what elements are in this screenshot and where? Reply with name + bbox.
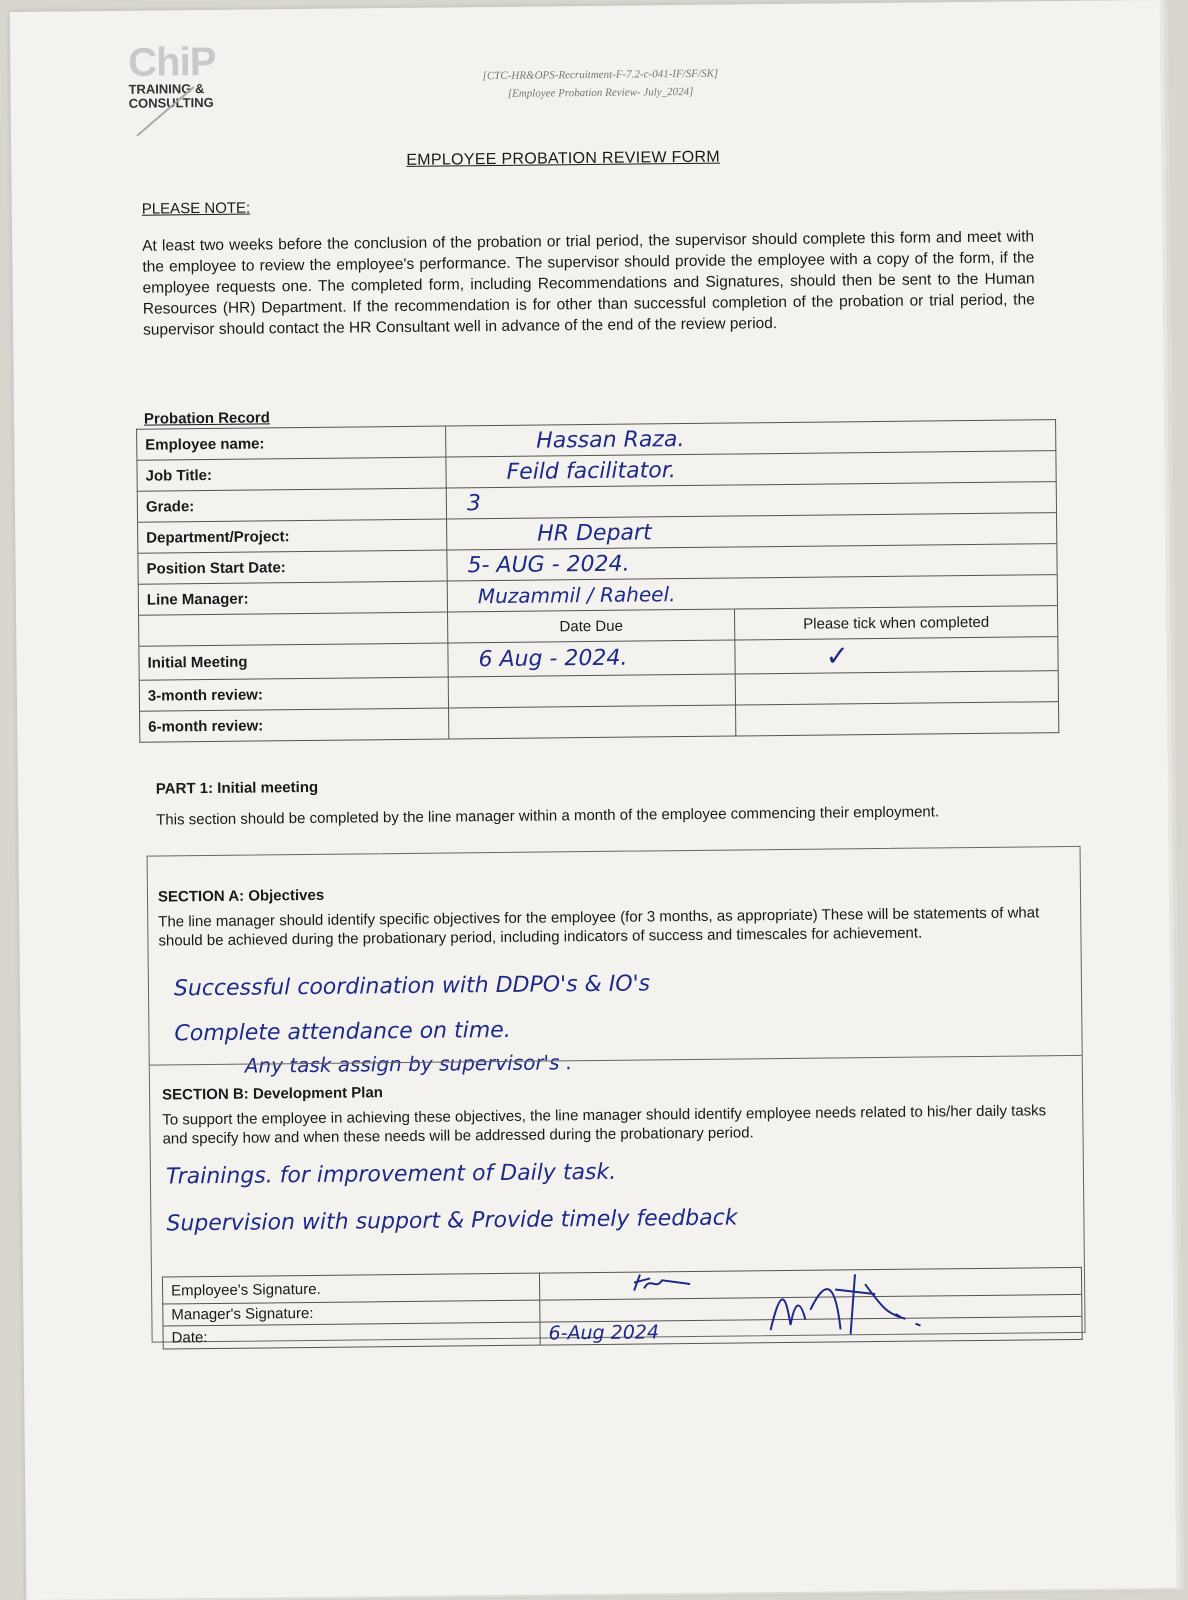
development-1[interactable]: Trainings. for improvement of Daily task.: [165, 1159, 617, 1190]
date-label: Date:: [163, 1322, 540, 1349]
document-reference: [410, 64, 790, 104]
line-manager-value[interactable]: Muzammil / Raheel.: [477, 582, 676, 609]
logo-chip: ChiP: [128, 39, 216, 85]
job-title-value[interactable]: Feild facilitator.: [506, 457, 676, 485]
department-label: Department/Project:: [138, 519, 447, 553]
form-title: EMPLOYEE PROBATION REVIEW FORM: [406, 148, 721, 169]
part1-heading: PART 1: Initial meeting: [155, 778, 319, 798]
job-title-label: Job Title:: [137, 457, 446, 491]
start-date-label: Position Start Date:: [138, 550, 447, 584]
initial-meeting-label: Initial Meeting: [139, 643, 448, 680]
section-b-text: To support the employee in achieving these objectives, the line manager should identify employee needs related to his/her daily tasks and specify how and when these needs will be addressed during the probationary period.: [162, 1102, 1047, 1148]
part1-box: [147, 846, 1086, 1346]
company-logo: [128, 39, 229, 163]
start-date-value[interactable]: 5- AUG - 2024.: [467, 551, 630, 578]
logo-line1: TRAINING &: [128, 81, 205, 97]
six-month-review-tick[interactable]: [736, 702, 1059, 736]
initial-meeting-tick[interactable]: ✓: [825, 639, 850, 673]
ref-line1: [CTC-HR&OPS-Recruitment-F-7.2-c-041-IF/SF/SK]: [482, 67, 719, 83]
tick-header: Please tick when completed: [735, 606, 1058, 640]
department-value[interactable]: HR Depart: [537, 519, 652, 547]
manager-signature-label: Manager's Signature:: [163, 1300, 540, 1326]
three-month-review-date[interactable]: [448, 674, 735, 708]
development-2[interactable]: Supervision with support & Provide timely feedback: [166, 1205, 738, 1237]
logo-line2: CONSULTING: [128, 94, 214, 111]
part1-text: This section should be completed by the line manager within a month of the employee commencing their employment.: [156, 803, 940, 829]
signature-table: [162, 1267, 1083, 1350]
employee-signature[interactable]: [630, 1272, 700, 1295]
date-due-header: Date Due: [448, 609, 735, 643]
probation-record-table: [136, 419, 1059, 743]
line-manager-label: Line Manager:: [138, 581, 447, 615]
manager-signature[interactable]: [765, 1268, 936, 1340]
six-month-review-label: 6-month review:: [140, 708, 449, 742]
six-month-review-date[interactable]: [449, 705, 736, 739]
three-month-review-label: 3-month review:: [139, 677, 448, 711]
note-heading: PLEASE NOTE:: [141, 199, 251, 218]
initial-meeting-date[interactable]: 6 Aug - 2024.: [478, 645, 628, 673]
grade-value[interactable]: 3: [466, 490, 482, 516]
signature-date-value[interactable]: 6-Aug 2024: [548, 1321, 660, 1345]
employee-signature-label: Employee's Signature.: [162, 1273, 539, 1304]
employee-name-label: Employee name:: [137, 426, 446, 460]
objective-3[interactable]: Any task assign by supervisor's .: [244, 1050, 573, 1078]
probation-record-heading: Probation Record: [143, 409, 270, 428]
objective-2[interactable]: Complete attendance on time.: [174, 1017, 511, 1047]
objective-1[interactable]: Successful coordination with DDPO's & IO's: [173, 971, 651, 1002]
section-a-text: The line manager should identify specific objectives for the employee (for 3 months, as appropriate) These will be statements of what should be achieved during the probationary period, including indicators of success and timescales for achievement.: [158, 904, 1040, 950]
employee-name-value[interactable]: Hassan Raza.: [536, 426, 685, 454]
note-text: At least two weeks before the conclusion of the probation or trial period, the supervisor should complete this form and meet with the employee to review the employee's performance. The supervisor should provide the employee with a copy of the form, if the employee requests one. The completed form, including Recommendations and Signatures, should then be sent to the Human Resources (HR) Department. If the recommendation is for other than successful completion of the probation or trial period, the supervisor should contact the HR Consultant well in advance of the end of the review period.: [142, 228, 1035, 339]
ref-line2: [Employee Probation Review- July_2024]: [507, 85, 694, 100]
three-month-review-tick[interactable]: [735, 671, 1058, 705]
section-a-heading: SECTION A: Objectives: [157, 886, 325, 906]
grade-label: Grade:: [137, 488, 446, 522]
section-b-heading: SECTION B: Development Plan: [161, 1084, 384, 1104]
form-page: [10, 0, 1177, 1600]
